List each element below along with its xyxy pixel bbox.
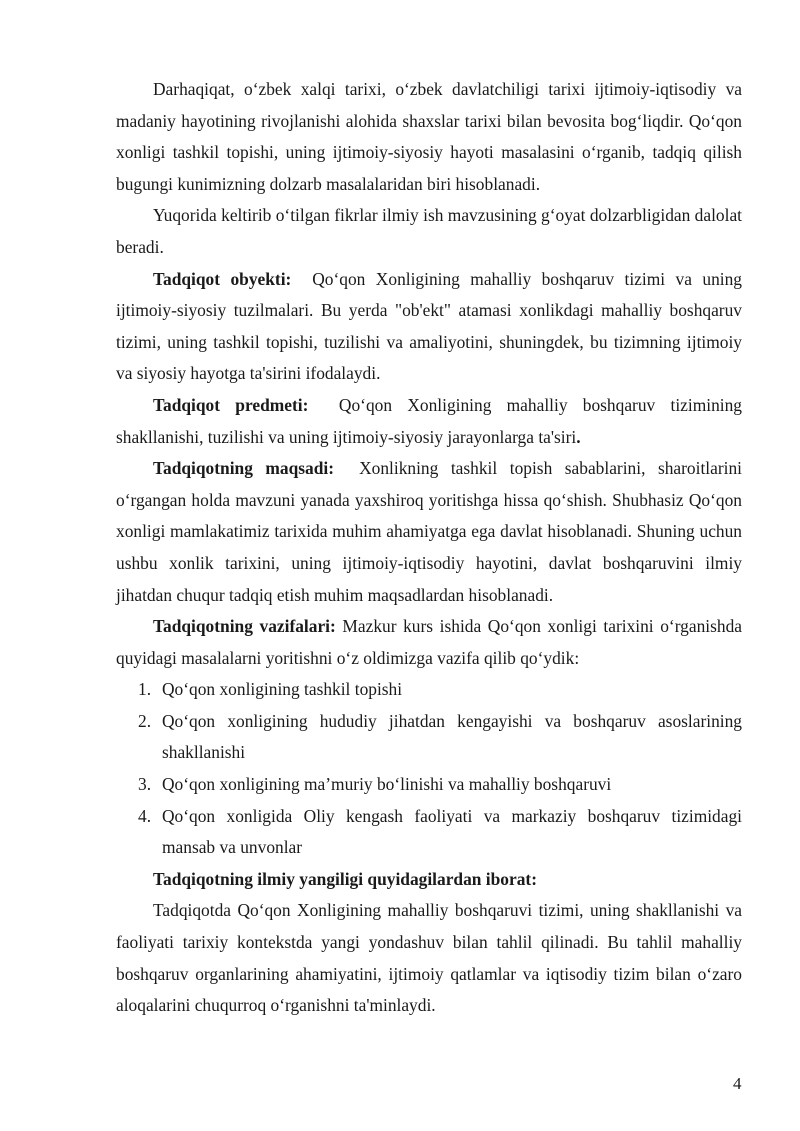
- list-item-number: 3.: [138, 774, 152, 795]
- list-item-text: Qo‘qon xonligining hududiy jihatdan kengayishi va boshqaruv asoslarining shakllanishi: [162, 710, 742, 763]
- page-body: [116, 74, 747, 1022]
- research-tasks-paragraph: [116, 611, 747, 674]
- research-object-text: Qo‘qon Xonligining mahalliy boshqaruv tizimi va uning ijtimoiy-siyosiy tuzilmalari. Bu yerda "ob'ekt" atamasi xonlikdagi mahalliy boshqaruv tizimi, uning tashkil topishi, tuzilishi va amaliyotini, shuningdek, bu tizimning ijtimoiy va siyosiy hayotga ta'sirini ifodalaydi.: [116, 268, 747, 384]
- page-number: 4: [733, 1074, 742, 1093]
- research-object-label: Tadqiqot obyekti:: [153, 268, 292, 289]
- research-object-paragraph: [116, 264, 747, 390]
- research-tasks-text: Mazkur kurs ishida Qo‘qon xonligi tarixini o‘rganishda quyidagi masalalarni yoritishni o‘z oldimizga vazifa qilib qo‘ydik:: [116, 616, 747, 668]
- list-item: [116, 769, 742, 801]
- list-item-number: 2.: [138, 710, 152, 731]
- relevance-paragraph-text: Yuqorida keltirib o‘tilgan fikrlar ilmiy ish mavzusining g‘oyat dolzarbligidan dalolat beradi.: [116, 205, 742, 257]
- research-goal-label: Tadqiqotning maqsadi:: [153, 458, 335, 479]
- list-item-number: 4.: [138, 805, 152, 826]
- list-item: [116, 706, 742, 769]
- novelty-paragraph: [116, 895, 742, 1021]
- list-item: [116, 801, 742, 864]
- novelty-paragraph-text: Tadqiqotda Qo‘qon Xonligining mahalliy boshqaruvi tizimi, uning shakllanishi va faoliyati tarixiy kontekstda yangi yondashuv bilan tahlil qilinadi. Bu tahlil mahalliy boshqaruv organlarining ahamiyatini, ijtimoiy qatlamlar va iqtisodiy tizim bilan o‘zaro aloqalarini chuqurroq o‘rganishni ta'minlaydi.: [116, 900, 742, 1016]
- list-item-text: Qo‘qon xonligining ma’muriy bo‘linishi va mahalliy boshqaruvi: [162, 774, 612, 795]
- research-subject-end: .: [576, 426, 581, 447]
- research-tasks-label: Tadqiqotning vazifalari:: [153, 616, 336, 637]
- novelty-heading: Tadqiqotning ilmiy yangiligi quyidagilardan iborat:: [153, 868, 537, 889]
- list-item-number: 1.: [138, 679, 152, 700]
- intro-paragraph: [116, 74, 742, 200]
- list-item-text: Qo‘qon xonligida Oliy kengash faoliyati va markaziy boshqaruv tizimidagi mansab va unvonlar: [162, 805, 742, 858]
- relevance-paragraph: [116, 200, 742, 263]
- tasks-list: [116, 674, 742, 864]
- research-goal-text: Xonlikning tashkil topish sabablarini, sharoitlarini o‘rgangan holda mavzuni yanada yaxshiroq yoritishga hissa qo‘shish. Shubhasiz Qo‘qon xonligi mamlakatimiz tarixida muhim ahamiyatga ega davlat hisoblanadi. Shuning uchun ushbu xonlik tarixini, uning ijtimoiy-iqtisodiy hayotini, davlat boshqaruvini ilmiy jihatdan chuqur tadqiq etish muhim maqsadlardan hisoblanadi.: [116, 458, 747, 605]
- list-item-text: Qo‘qon xonligining tashkil topishi: [162, 679, 403, 700]
- intro-paragraph-text: Darhaqiqat, o‘zbek xalqi tarixi, o‘zbek davlatchiligi tarixi ijtimoiy-iqtisodiy va madaniy hayotining rivojlanishi alohida shaxslar tarixi bilan bevosita bog‘liqdir. Qo‘qon xonligi tashkil topishi, uning ijtimoiy-siyosiy hayoti masalasini o‘rganib, tadqiq qilish bugungi kunimizning dolzarb masalalaridan biri hisoblanadi.: [116, 79, 742, 194]
- research-goal-paragraph: [116, 453, 747, 611]
- research-subject-label: Tadqiqot predmeti:: [153, 394, 309, 415]
- research-subject-text: Qo‘qon Xonligining mahalliy boshqaruv tizimining shakllanishi, tuzilishi va uning ijtimoiy-siyosiy jarayonlarga ta'siri: [116, 394, 747, 447]
- research-subject-paragraph: [116, 390, 747, 453]
- list-item: [116, 674, 742, 706]
